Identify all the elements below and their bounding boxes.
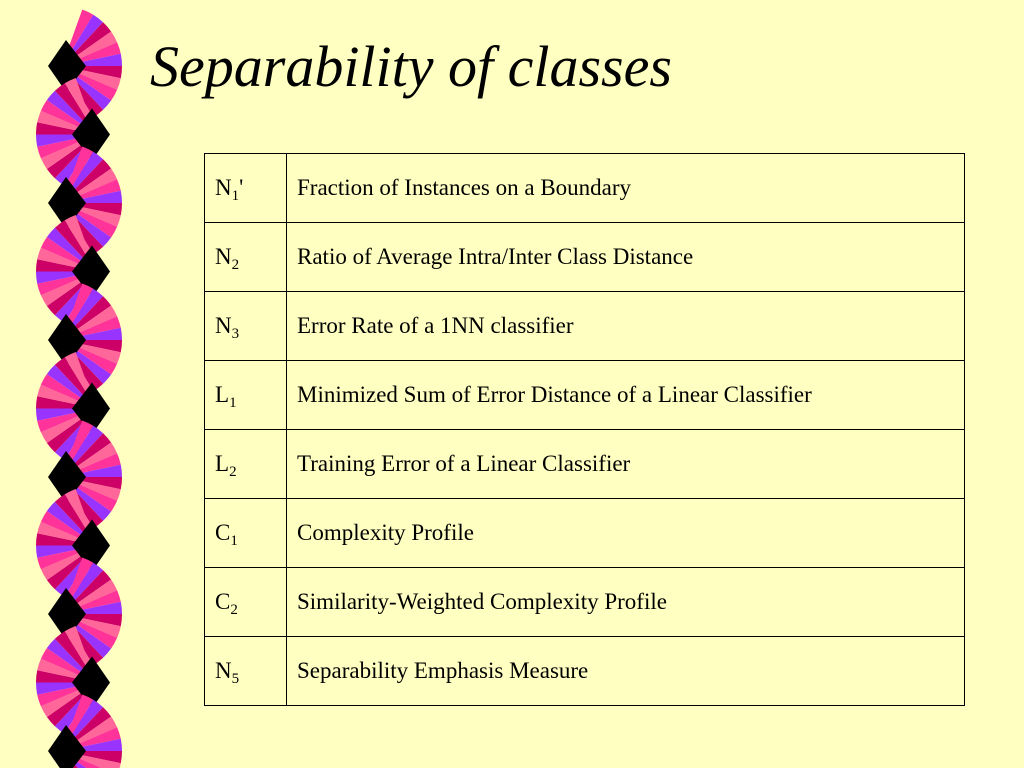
measure-description: Minimized Sum of Error Distance of a Linear Classifier (287, 361, 965, 430)
table-row (205, 154, 965, 223)
measure-description: Similarity-Weighted Complexity Profile (287, 568, 965, 637)
measure-symbol: $C_2$ (205, 568, 287, 637)
slide-title: Separability of classes (150, 34, 672, 99)
measure-description: Separability Emphasis Measure (287, 637, 965, 706)
table-row (205, 430, 965, 499)
measure-symbol: $N_1'$ (205, 154, 287, 223)
measure-symbol: $L_1$ (205, 361, 287, 430)
table-row (205, 637, 965, 706)
measure-symbol: $C_1$ (205, 499, 287, 568)
table-row (205, 568, 965, 637)
table-row (205, 499, 965, 568)
decorative-fan-border (0, 0, 140, 768)
table-row (205, 223, 965, 292)
measure-symbol: $N_5$ (205, 637, 287, 706)
measure-symbol: $L_2$ (205, 430, 287, 499)
measure-symbol: $N_3$ (205, 292, 287, 361)
measure-description: Complexity Profile (287, 499, 965, 568)
separability-measures-table (204, 153, 965, 706)
measure-description: Ratio of Average Intra/Inter Class Distance (287, 223, 965, 292)
measure-description: Error Rate of a 1NN classifier (287, 292, 965, 361)
table-row (205, 361, 965, 430)
table-row (205, 292, 965, 361)
measure-symbol: $N_2$ (205, 223, 287, 292)
measure-description: Training Error of a Linear Classifier (287, 430, 965, 499)
measure-description: Fraction of Instances on a Boundary (287, 154, 965, 223)
